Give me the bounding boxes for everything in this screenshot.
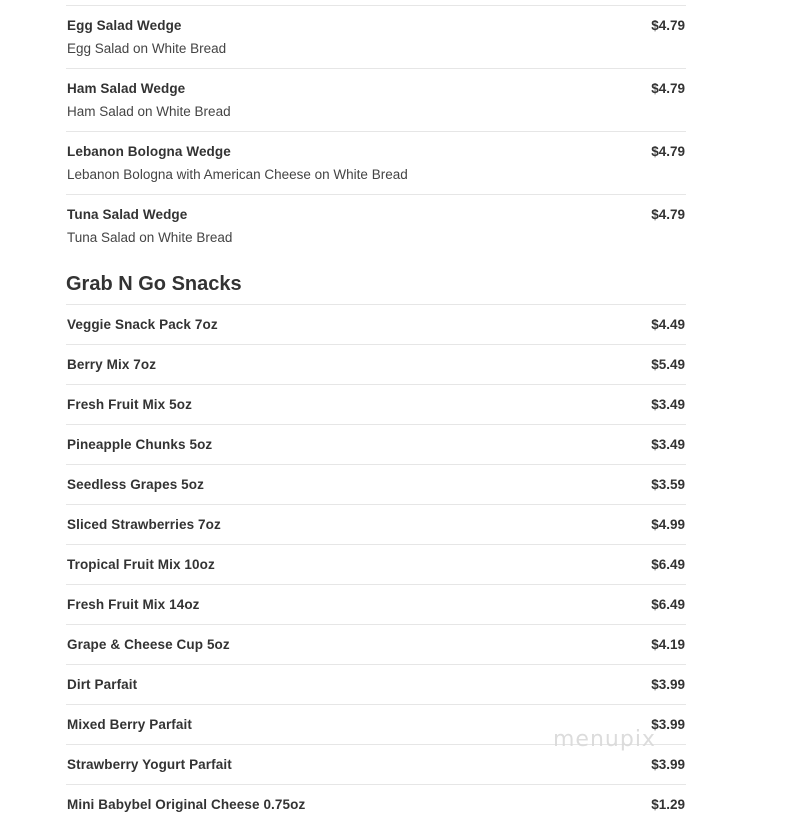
item-price: $4.79	[651, 18, 685, 33]
item-name: Strawberry Yogurt Parfait	[67, 757, 232, 772]
item-price: $4.19	[651, 637, 685, 652]
item-price: $1.29	[651, 797, 685, 812]
item-price: $3.99	[651, 717, 685, 732]
item-name: Egg Salad Wedge	[67, 18, 182, 33]
menu-item	[66, 585, 686, 625]
item-name: Mini Babybel Original Cheese 0.75oz	[67, 797, 306, 812]
item-name: Sliced Strawberries 7oz	[67, 517, 221, 532]
item-name: Tropical Fruit Mix 10oz	[67, 557, 215, 572]
item-name: Ham Salad Wedge	[67, 81, 186, 96]
menu-item	[66, 545, 686, 585]
menu-item	[66, 69, 686, 132]
item-price: $3.59	[651, 477, 685, 492]
item-description: Lebanon Bologna with American Cheese on White Bread	[67, 167, 408, 182]
item-description: Egg Salad on White Bread	[67, 41, 227, 56]
item-name: Fresh Fruit Mix 5oz	[67, 397, 192, 412]
menu-item	[66, 625, 686, 665]
item-price: $4.79	[651, 144, 685, 159]
section-heading	[66, 258, 686, 305]
item-price: $3.49	[651, 437, 685, 452]
item-description: Ham Salad on White Bread	[67, 104, 231, 119]
section-title: Grab N Go Snacks	[66, 273, 242, 295]
item-description: Tuna Salad on White Bread	[67, 230, 233, 245]
menu-item	[66, 6, 686, 69]
item-price: $3.49	[651, 397, 685, 412]
menu-item	[66, 785, 686, 823]
item-name: Veggie Snack Pack 7oz	[67, 317, 218, 332]
menu-item	[66, 665, 686, 705]
item-price: $4.79	[651, 207, 685, 222]
item-price: $6.49	[651, 557, 685, 572]
item-price: $6.49	[651, 597, 685, 612]
item-name: Berry Mix 7oz	[67, 357, 157, 372]
watermark-logo: menupix	[553, 727, 656, 752]
menu-item	[66, 195, 686, 258]
menu-item	[66, 505, 686, 545]
menu-item	[66, 345, 686, 385]
menu-item	[66, 465, 686, 505]
item-price: $4.79	[651, 81, 685, 96]
item-name: Lebanon Bologna Wedge	[67, 144, 231, 159]
menu-item	[66, 425, 686, 465]
item-price: $3.99	[651, 677, 685, 692]
item-name: Tuna Salad Wedge	[67, 207, 188, 222]
item-name: Mixed Berry Parfait	[67, 717, 192, 732]
item-name: Pineapple Chunks 5oz	[67, 437, 213, 452]
item-name: Dirt Parfait	[67, 677, 138, 692]
item-name: Grape & Cheese Cup 5oz	[67, 637, 230, 652]
menu-item	[66, 305, 686, 345]
item-price: $5.49	[651, 357, 685, 372]
item-name: Seedless Grapes 5oz	[67, 477, 204, 492]
menu-item	[66, 705, 686, 745]
item-price: $4.99	[651, 517, 685, 532]
item-price: $3.99	[651, 757, 685, 772]
menu-list	[66, 6, 686, 823]
menu-item	[66, 385, 686, 425]
menu-item	[66, 745, 686, 785]
menu-item	[66, 132, 686, 195]
item-name: Fresh Fruit Mix 14oz	[67, 597, 200, 612]
item-price: $4.49	[651, 317, 685, 332]
